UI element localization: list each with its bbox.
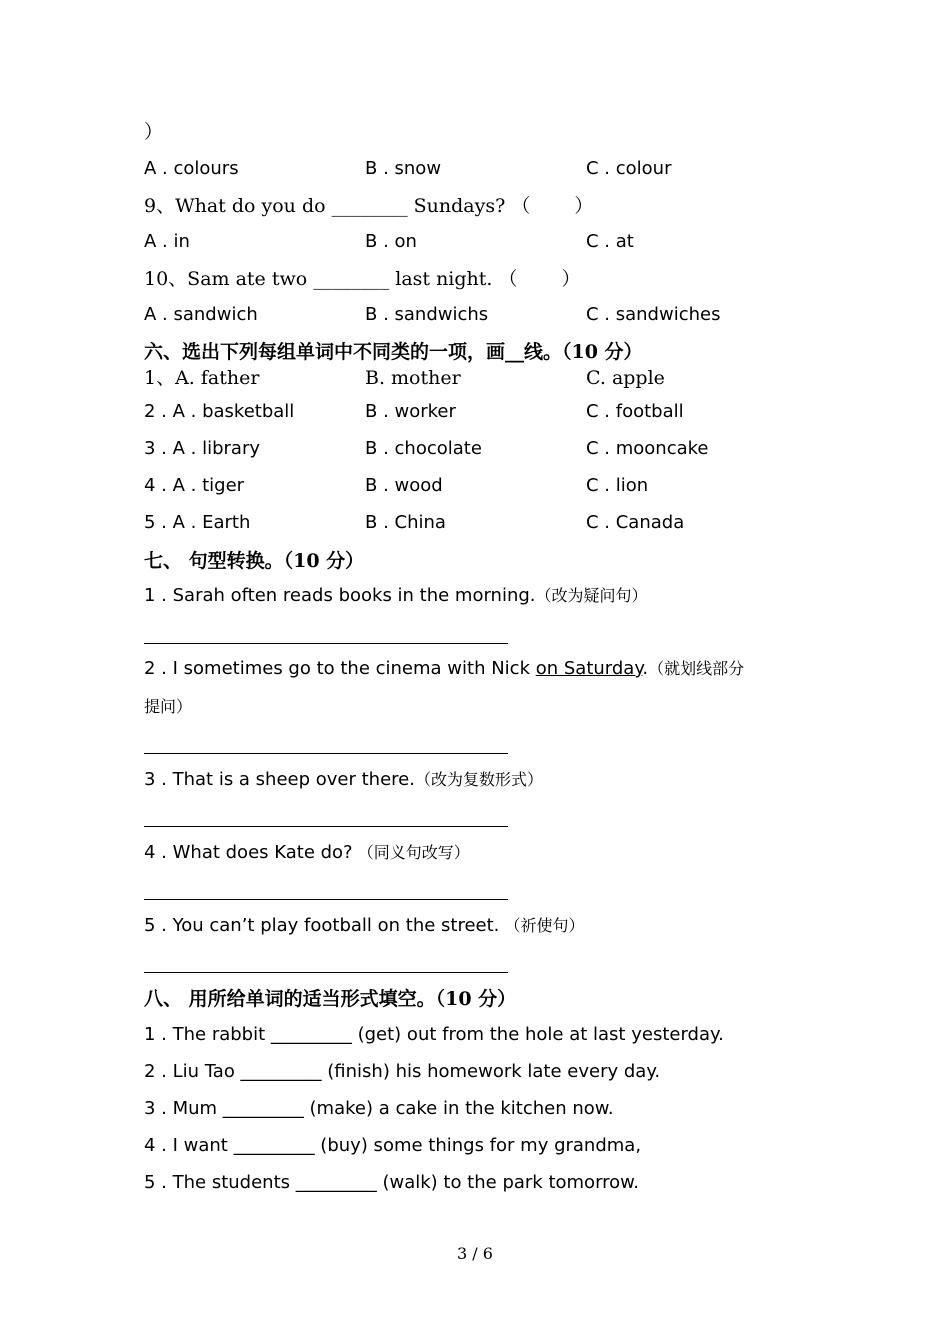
sec7-q5-note: （祈使句） [499, 916, 585, 935]
sec8-item-5: 5 . The students _________ (walk) to the park tomorrow. [144, 1172, 639, 1193]
answer-line-5[interactable] [144, 972, 508, 973]
sec7-q3-note: （改为复数形式） [414, 770, 543, 789]
sec8-item-4: 4 . I want _________ (buy) some things for my grandma, [144, 1135, 642, 1156]
question-closing-paren: ） [144, 121, 164, 143]
sec6-row5-c: C . Canada [586, 512, 685, 533]
answer-line-3[interactable] [144, 826, 508, 827]
q10-option-c: C . sandwiches [586, 304, 721, 325]
sec6-row5-a: 5 . A . Earth [144, 512, 251, 533]
sec7-q3-text: 3 . That is a sheep over there. [144, 769, 415, 790]
sec7-q2 [144, 657, 744, 681]
sec6-row3-b: B . chocolate [365, 438, 482, 459]
q8-option-b: B . snow [365, 158, 442, 179]
sec8-item-3: 3 . Mum _________ (make) a cake in the kitchen now. [144, 1098, 614, 1119]
answer-line-1[interactable] [144, 643, 508, 644]
section-6-heading: 六、选出下列每组单词中不同类的一项，画__线。（10 分） [144, 341, 643, 363]
sec6-row2-c: C . football [586, 401, 684, 422]
sec7-q5 [144, 914, 585, 938]
q10-stem-text: 10、Sam ate two ________ last night. （ [144, 268, 518, 290]
q9-close-paren: ） [574, 195, 594, 217]
sec7-q1 [144, 584, 648, 608]
sec8-item-2: 2 . Liu Tao _________ (finish) his homework late every day. [144, 1061, 661, 1082]
sec8-item-1: 1 . The rabbit _________ (get) out from the hole at last yesterday. [144, 1024, 724, 1045]
sec6-row1-a: 1、A. father [144, 367, 260, 389]
q10-option-b: B . sandwichs [365, 304, 489, 325]
section-8-heading: 八、 用所给单词的适当形式填空。（10 分） [144, 988, 517, 1010]
sec7-q2-note: （就划线部分 [648, 659, 745, 678]
q9-stem [144, 194, 593, 218]
sec6-row4-b: B . wood [365, 475, 443, 496]
sec7-q4-note: （同义句改写） [352, 843, 470, 862]
q8-option-a: A . colours [144, 158, 239, 179]
sec6-row2-a: 2 . A . basketball [144, 401, 295, 422]
sec7-q1-text: 1 . Sarah often reads books in the morning. [144, 585, 536, 606]
sec6-row5-b: B . China [365, 512, 446, 533]
section-7-heading: 七、 句型转换。（10 分） [144, 550, 365, 572]
sec6-row1-b: B. mother [365, 367, 461, 389]
answer-line-4[interactable] [144, 899, 508, 900]
answer-line-2[interactable] [144, 753, 508, 754]
sec6-row1-c: C. apple [586, 367, 665, 389]
q10-option-a: A . sandwich [144, 304, 258, 325]
sec7-q2-note-cont: 提问） [144, 697, 193, 716]
sec7-q1-note: （改为疑问句） [535, 586, 648, 605]
page-number: 3 / 6 [457, 1244, 493, 1263]
sec7-q4 [144, 841, 470, 865]
sec7-q2-underlined: on Saturday [535, 658, 643, 679]
sec7-q2-post: . [642, 658, 649, 679]
sec7-q4-text: 4 . What does Kate do? [144, 842, 353, 863]
q10-stem [144, 267, 581, 291]
sec6-row2-b: B . worker [365, 401, 456, 422]
sec7-q5-text: 5 . You can’t play football on the street. [144, 915, 500, 936]
q9-option-a: A . in [144, 231, 190, 252]
q8-option-c: C . colour [586, 158, 672, 179]
sec6-row3-c: C . mooncake [586, 438, 709, 459]
sec7-q2-pre: 2 . I sometimes go to the cinema with Nick [144, 658, 536, 679]
q9-option-b: B . on [365, 231, 417, 252]
q9-stem-text: 9、What do you do ________ Sundays? （ [144, 195, 531, 217]
sec6-row3-a: 3 . A . library [144, 438, 261, 459]
q9-option-c: C . at [586, 231, 634, 252]
sec6-row4-c: C . lion [586, 475, 649, 496]
q10-close-paren: ） [561, 268, 581, 290]
sec6-row4-a: 4 . A . tiger [144, 475, 245, 496]
sec7-q3 [144, 768, 543, 792]
